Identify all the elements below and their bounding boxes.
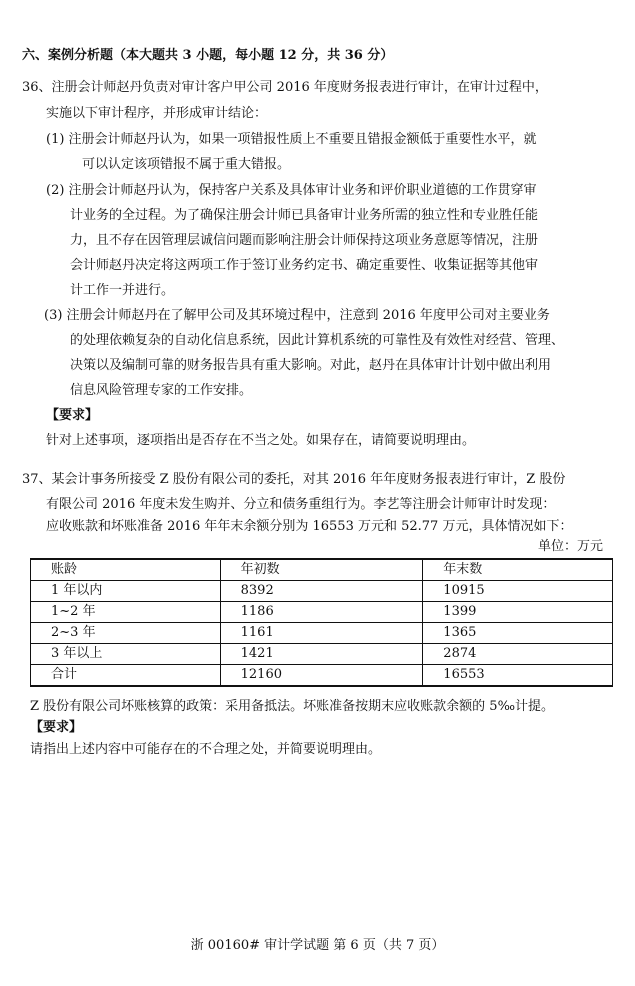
- q36-requirement-label: 【要求】: [46, 408, 99, 423]
- q36-item2-line-5: 计工作一并进行。: [70, 283, 175, 298]
- cell-beginning: 1186: [220, 602, 423, 623]
- q37-line-3: 应收账款和坏账准备 2016 年年末余额分别为 16553 万元和 52.77 万元，具体情况如下：: [46, 519, 573, 534]
- cell-aging: 2~3 年: [31, 623, 221, 644]
- q37-requirement-text: 请指出上述内容中可能存在的不合理之处，并简要说明理由。: [30, 742, 382, 757]
- cell-ending: 10915: [423, 581, 613, 602]
- cell-ending: 16553: [423, 665, 613, 687]
- cell-ending: 2874: [423, 644, 613, 665]
- q36-item2-line-4: 会计师赵丹决定将这两项工作于签订业务约定书、确定重要性、收集证据等其他审: [70, 258, 539, 273]
- cell-aging: 1~2 年: [31, 602, 221, 623]
- cell-ending: 1399: [423, 602, 613, 623]
- q37-requirement-label: 【要求】: [30, 720, 83, 735]
- unit-label: 单位：万元: [538, 539, 604, 554]
- table-row: [31, 623, 613, 644]
- q36-item2-line-2: 计业务的全过程。为了确保注册会计师已具备审计业务所需的独立性和专业胜任能: [70, 208, 539, 223]
- q36-line-2: 实施以下审计程序，并形成审计结论：: [46, 106, 268, 121]
- table-row: [31, 581, 613, 602]
- q37-line-2: 有限公司 2016 年度未发生购并、分立和债务重组行为。李艺等注册会计师审计时发现：: [46, 497, 556, 512]
- q36-item2-line-1: (2) 注册会计师赵丹认为，保持客户关系及具体审计业务和评价职业道德的工作贯穿审: [46, 183, 537, 198]
- q36-item3-line-3: 决策以及编制可靠的财务报告具有重大影响。对此，赵丹在具体审计计划中做出利用: [70, 358, 552, 373]
- cell-beginning: 1161: [220, 623, 423, 644]
- aging-table: [30, 558, 613, 687]
- header-ending: 年末数: [423, 559, 613, 581]
- table-header-row: [31, 559, 613, 581]
- table-row: [31, 644, 613, 665]
- q36-item3-line-2: 的处理依赖复杂的自动化信息系统，因此计算机系统的可靠性及有效性对经营、管理、: [70, 333, 565, 348]
- q36-item3-line-4: 信息风险管理专家的工作安排。: [70, 383, 253, 398]
- q37-line-1: 37、某会计事务所接受 Z 股份有限公司的委托，对其 2016 年年度财务报表进行审计，Z 股份: [22, 472, 566, 487]
- cell-beginning: 1421: [220, 644, 423, 665]
- header-aging: 账龄: [31, 559, 221, 581]
- table-row-total: [31, 665, 613, 687]
- header-beginning: 年初数: [220, 559, 423, 581]
- table-row: [31, 602, 613, 623]
- cell-aging: 3 年以上: [31, 644, 221, 665]
- page-footer: 浙 00160# 审计学试题 第 6 页（共 7 页）: [190, 938, 445, 953]
- q36-requirement-text: 针对上述事项，逐项指出是否存在不当之处。如果存在，请简要说明理由。: [46, 433, 476, 448]
- q36-item1-line-2: 可以认定该项错报不属于重大错报。: [82, 157, 291, 172]
- cell-ending: 1365: [423, 623, 613, 644]
- q36-item2-line-3: 力，且不存在因管理层诚信问题而影响注册会计师保持这项业务意愿等情况，注册: [70, 233, 539, 248]
- q36-line-1: 36、注册会计师赵丹负责对审计客户甲公司 2016 年度财务报表进行审计，在审计过程中，: [22, 80, 548, 95]
- q37-policy: Z 股份有限公司坏账核算的政策：采用备抵法。坏账准备按期末应收账款余额的 5‰计提。: [30, 699, 555, 714]
- cell-aging: 1 年以内: [31, 581, 221, 602]
- q36-item1-line-1: (1) 注册会计师赵丹认为，如果一项错报性质上不重要且错报金额低于重要性水平，就: [46, 132, 537, 147]
- cell-beginning: 8392: [220, 581, 423, 602]
- q36-item3-line-1: (3) 注册会计师赵丹在了解甲公司及其环境过程中，注意到 2016 年度甲公司对主要业务: [44, 308, 550, 323]
- cell-aging: 合计: [31, 665, 221, 687]
- cell-beginning: 12160: [220, 665, 423, 687]
- section-title: 六、案例分析题（本大题共 3 小题，每小题 12 分，共 36 分）: [22, 48, 394, 63]
